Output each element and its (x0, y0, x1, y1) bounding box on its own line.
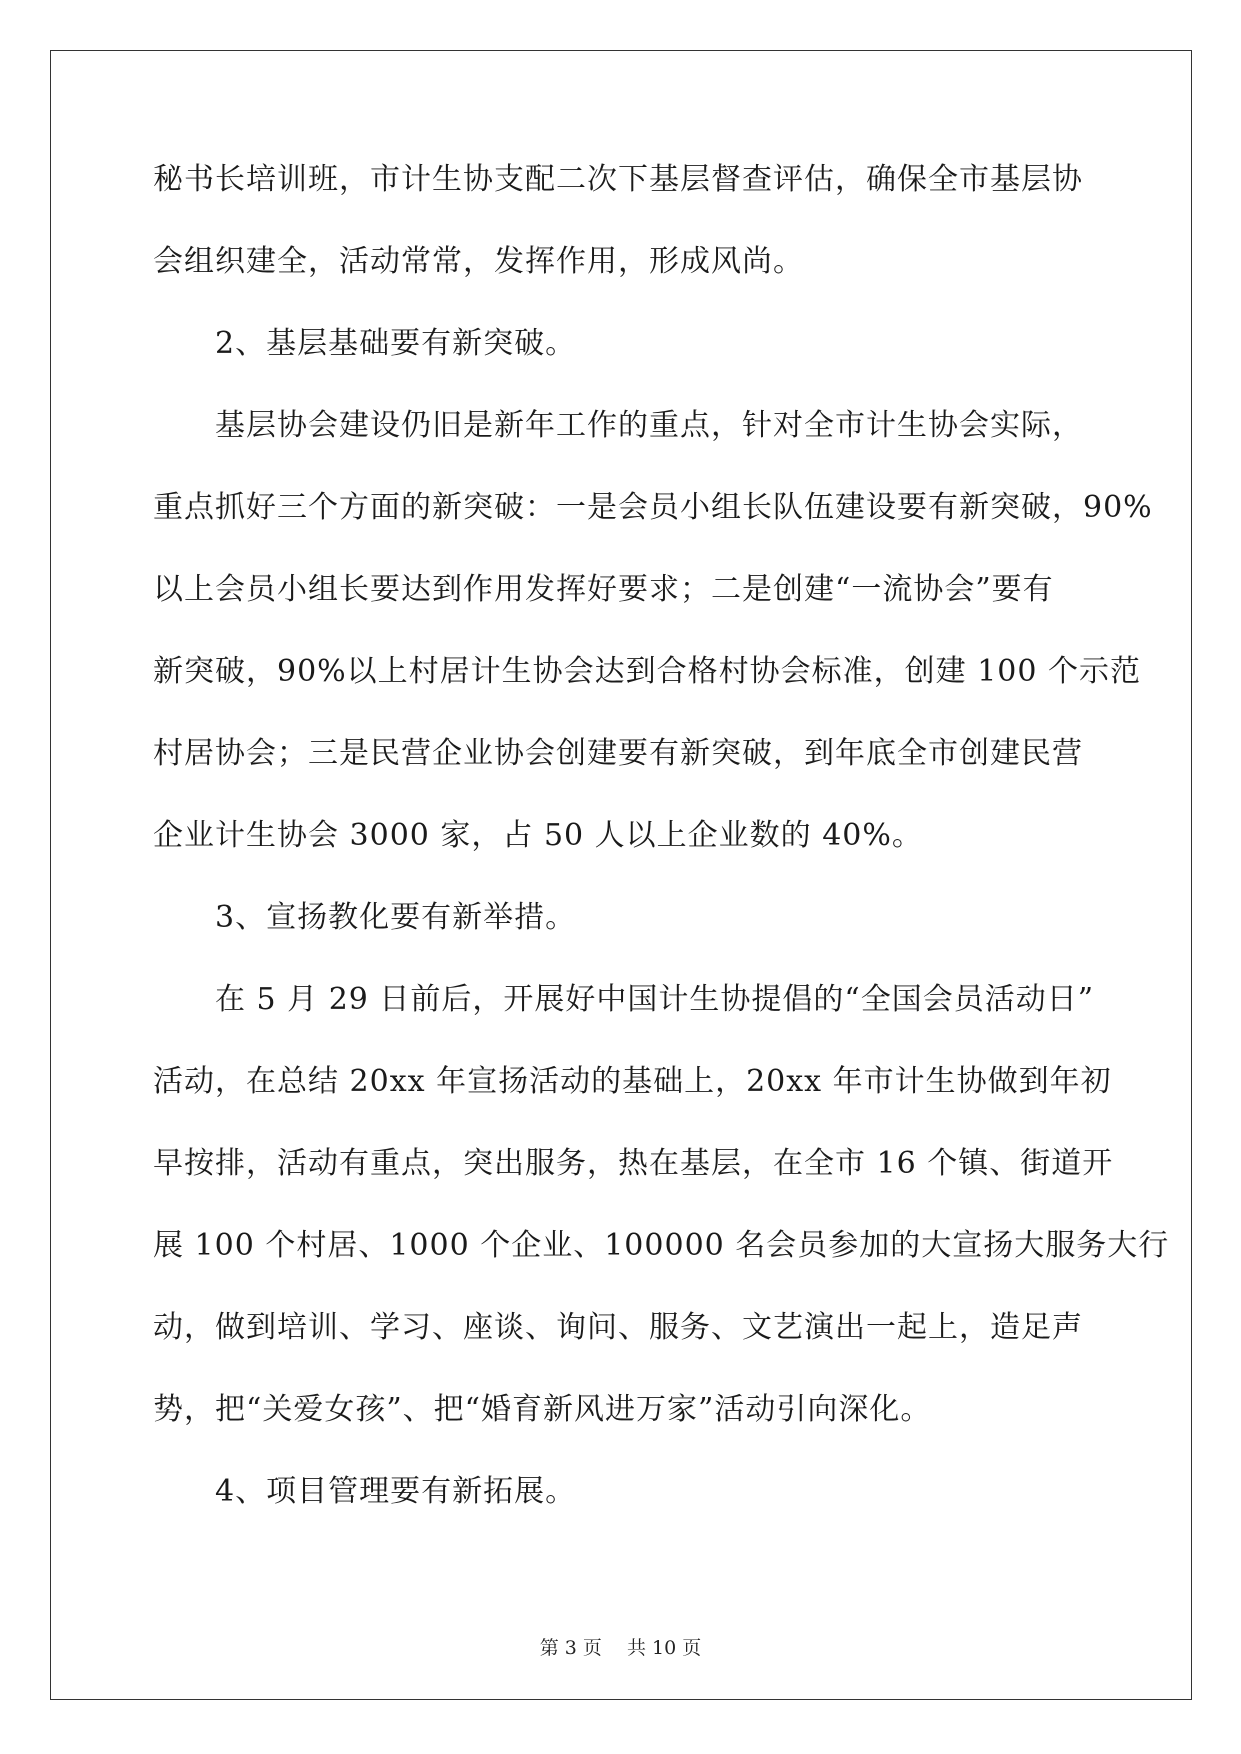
section-heading-2: 2、基层基础要有新突破。 (215, 326, 577, 361)
section-heading-3: 3、宣扬教化要有新举措。 (215, 900, 577, 935)
text-line-2: 会组织建全，活动常常，发挥作用，形成风尚。 (153, 244, 804, 279)
text-line-7: 新突破，90%以上村居计生协会达到合格村协会标准，创建 100 个示范 (153, 654, 1142, 689)
text-line-16: 势，把“关爱女孩”、把“婚育新风进万家”活动引向深化。 (153, 1392, 932, 1427)
page-number: 第 3 页 共 10 页 (539, 1637, 702, 1659)
text-line-8: 村居协会；三是民营企业协会创建要有新突破，到年底全市创建民营 (153, 736, 1083, 771)
text-line-4: 基层协会建设仍旧是新年工作的重点，针对全市计生协会实际， (215, 408, 1083, 443)
text-line-14: 展 100 个村居、1000 个企业、100000 名会员参加的大宣扬大服务大行 (153, 1228, 1170, 1263)
text-line-13: 早按排，活动有重点，突出服务，热在基层，在全市 16 个镇、街道开 (153, 1146, 1114, 1181)
section-heading-4: 4、项目管理要有新拓展。 (215, 1474, 577, 1509)
text-line-6: 以上会员小组长要达到作用发挥好要求；二是创建“一流协会”要有 (153, 572, 1054, 607)
text-line-12: 活动，在总结 20xx 年宣扬活动的基础上，20xx 年市计生协做到年初 (153, 1064, 1112, 1099)
document-body (153, 160, 1170, 1554)
text-line-9: 企业计生协会 3000 家，占 50 人以上企业数的 40%。 (153, 818, 923, 853)
text-line-5: 重点抓好三个方面的新突破：一是会员小组长队伍建设要有新突破，90% (153, 490, 1153, 525)
text-line-15: 动，做到培训、学习、座谈、询问、服务、文艺演出一起上，造足声 (153, 1310, 1083, 1345)
text-line-11: 在 5 月 29 日前后，开展好中国计生协提倡的“全国会员活动日” (215, 982, 1095, 1017)
text-line-1: 秘书长培训班，市计生协支配二次下基层督查评估，确保全市基层协 (153, 162, 1083, 197)
